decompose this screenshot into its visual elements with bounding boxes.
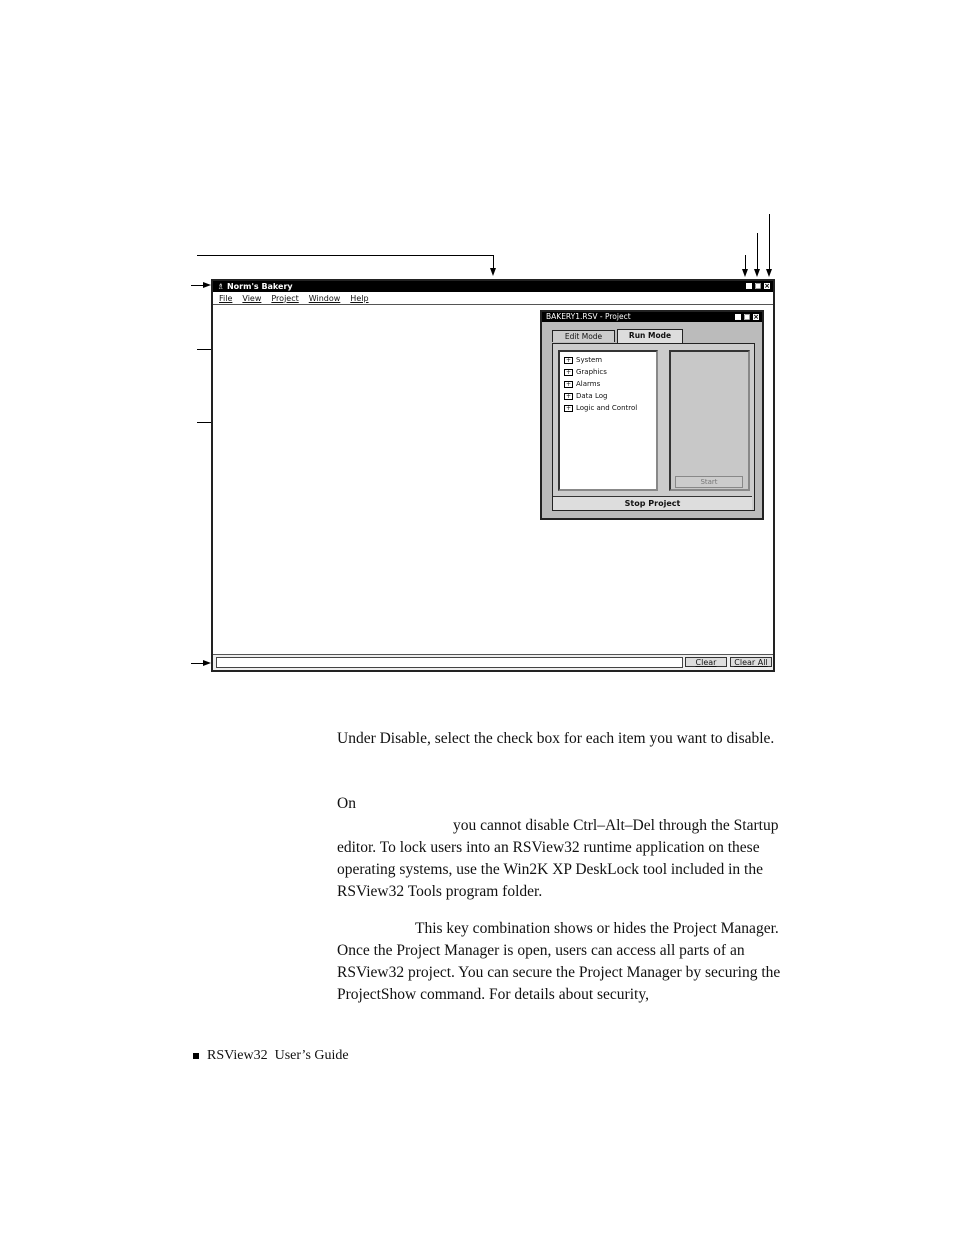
callout-minimize-arrow	[742, 269, 748, 277]
tree-item-label: Logic and Control	[576, 404, 638, 412]
clear-all-button[interactable]: Clear All	[730, 657, 772, 667]
callout-title-bar-drop	[493, 255, 494, 269]
project-maximize-icon[interactable]: □	[744, 313, 751, 321]
tree-item[interactable]	[564, 368, 607, 376]
tree-item[interactable]	[564, 380, 600, 388]
paragraph-project-manager: This key combination shows or hides the Project Manager. Once the Project Manager is open, users can access all parts of an RSView32 project. You can secure the Project Manager by securing the ProjectShow command. For details about security,	[337, 920, 781, 1003]
paragraph-on: On	[337, 795, 356, 812]
app-caption-buttons	[745, 282, 771, 290]
menu-file[interactable]: File	[219, 293, 233, 303]
folder-icon: +	[565, 368, 572, 376]
menu-view[interactable]: View	[242, 293, 262, 303]
callout-close-line	[769, 214, 770, 270]
project-caption-buttons	[734, 313, 760, 321]
project-title: BAKERY1.RSV - Project	[546, 312, 631, 321]
tab-edit-mode[interactable]: Edit Mode	[552, 330, 615, 342]
paragraph-disable: Under Disable, select the check box for each item you want to disable.	[337, 730, 775, 747]
minimize-icon[interactable]: _	[745, 282, 753, 290]
project-close-icon[interactable]: ×	[753, 313, 759, 321]
tree-item-label: Data Log	[576, 392, 608, 400]
page-footer	[193, 1048, 349, 1064]
tree-item-label: System	[576, 356, 603, 364]
project-window	[540, 310, 764, 520]
app-control-icon[interactable]: ♗	[217, 282, 227, 291]
folder-icon: +	[565, 380, 572, 388]
clear-button[interactable]: Clear	[685, 657, 727, 667]
callout-control-menu-arrow	[203, 282, 211, 288]
callout-activity-bar-arrow	[203, 660, 211, 666]
callout-close-arrow	[766, 269, 772, 277]
project-minimize-icon[interactable]: _	[734, 313, 742, 321]
folder-icon: +	[565, 404, 572, 412]
folder-icon: +	[565, 356, 572, 364]
callout-minimize-line	[745, 255, 746, 270]
paragraph-ctrl-alt-del: you cannot disable Ctrl–Alt–Del through the Startup editor. To lock users into an RSView32 runtime application on these operating systems, use the Win2K XP DeskLock tool included in the RSView32 Tools program folder.	[337, 817, 779, 900]
tree-item-label: Alarms	[576, 380, 601, 388]
tree-item[interactable]	[564, 392, 607, 400]
tree-item[interactable]	[564, 404, 637, 412]
menu-window[interactable]: Window	[308, 293, 341, 303]
app-title-bar	[213, 281, 773, 292]
start-button[interactable]: Start	[675, 476, 743, 488]
folder-icon: +	[565, 392, 572, 400]
bullet-icon	[193, 1053, 199, 1059]
tab-run-mode[interactable]: Run Mode	[617, 329, 683, 343]
footer-text: RSView32 User’s Guide	[207, 1048, 349, 1063]
menu-help[interactable]: Help	[350, 293, 369, 303]
project-body	[552, 343, 755, 511]
app-menu-bar	[213, 292, 773, 305]
activity-field[interactable]	[216, 657, 683, 668]
tree-item-label: Graphics	[576, 368, 607, 376]
menu-project[interactable]: Project	[271, 293, 299, 303]
activity-bar	[213, 654, 773, 670]
tree-item[interactable]	[564, 356, 602, 364]
project-detail-panel	[669, 350, 750, 491]
stop-project-button[interactable]: Stop Project	[553, 496, 752, 510]
project-title-bar	[542, 312, 762, 322]
maximize-icon[interactable]: □	[755, 282, 762, 290]
callout-title-bar-line	[197, 255, 494, 256]
callout-maximize-arrow	[754, 269, 760, 277]
close-icon[interactable]: ×	[764, 282, 770, 290]
callout-maximize-line	[757, 233, 758, 270]
callout-title-bar-arrow	[490, 268, 496, 276]
app-title: Norm's Bakery	[226, 282, 293, 291]
project-tree	[558, 350, 658, 491]
